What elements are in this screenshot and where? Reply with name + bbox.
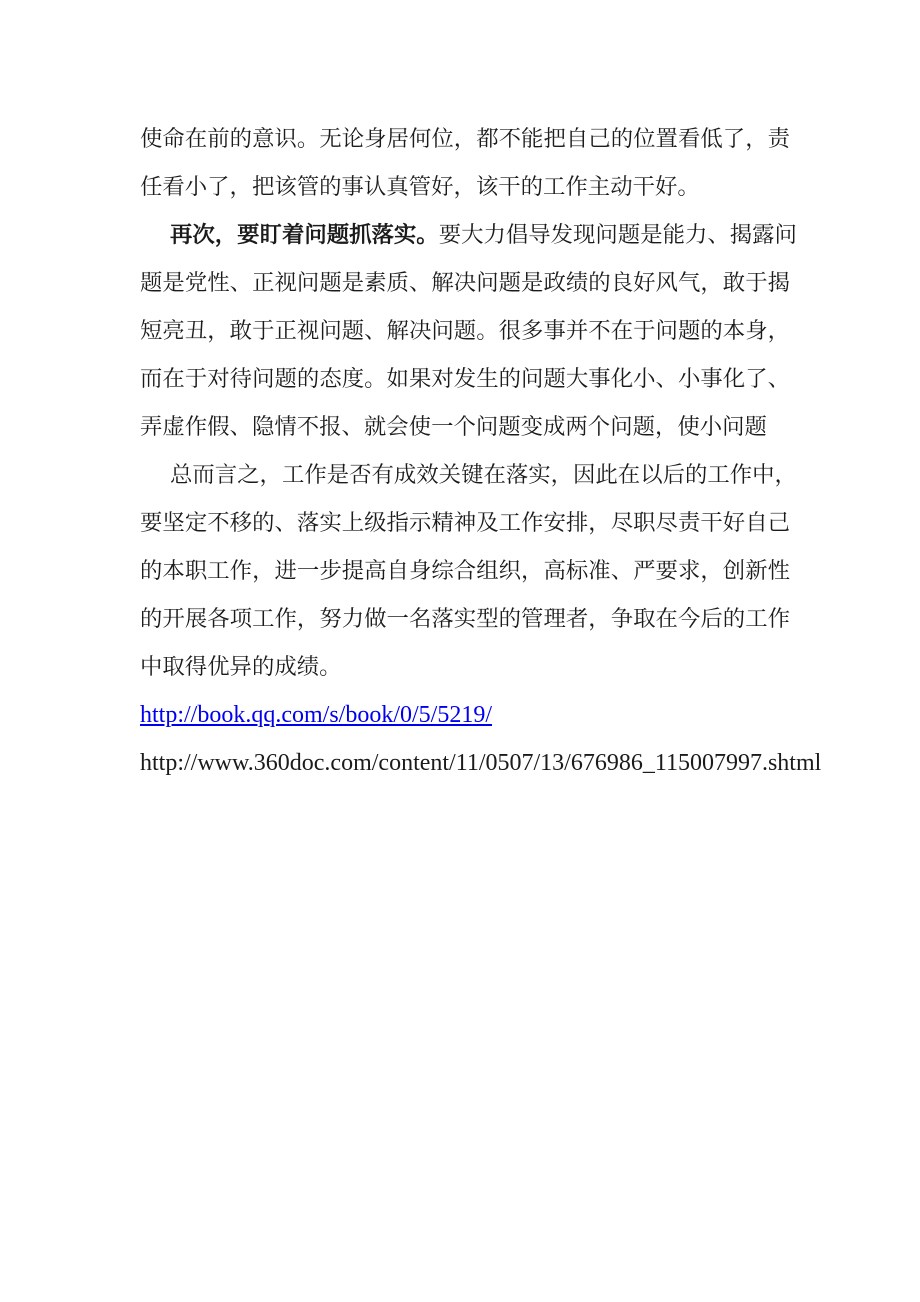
text-line <box>140 259 790 307</box>
text-run: 使命在前的意识。无论身居何位，都不能把自己的位置看低了，责 <box>140 126 790 151</box>
text-run: 要坚定不移的、落实上级指示精神及工作安排，尽职尽责干好自己 <box>140 510 790 535</box>
plain-url-line <box>140 739 822 787</box>
text-run: 而在于对待问题的态度。如果对发生的问题大事化小、小事化了、 <box>140 366 790 391</box>
document-text-block <box>140 115 822 787</box>
text-line <box>140 355 790 403</box>
text-line <box>140 595 790 643</box>
text-run: 短亮丑，敢于正视问题、解决问题。很多事并不在于问题的本身， <box>140 318 790 343</box>
text-line <box>140 115 790 163</box>
plain-url-text: http://www.360doc.com/content/11/0507/13/676986_115007997.shtml <box>140 750 822 776</box>
book-qq-hyperlink[interactable]: http://book.qq.com/s/book/0/5/5219/ <box>140 702 493 728</box>
text-run: 题是党性、正视问题是素质、解决问题是政绩的良好风气，敢于揭 <box>140 270 790 295</box>
text-line <box>140 547 790 595</box>
hyperlink-line <box>140 691 790 739</box>
text-line <box>140 451 797 499</box>
text-line <box>140 163 790 211</box>
text-run: 的开展各项工作，努力做一名落实型的管理者，争取在今后的工作 <box>140 606 790 631</box>
bold-text-run: 再次，要盯着问题抓落实。 <box>170 222 439 247</box>
text-line <box>140 643 790 691</box>
text-run: 弄虚作假、隐情不报、就会使一个问题变成两个问题，使小问题 <box>140 414 767 439</box>
document-body <box>140 115 797 691</box>
text-line <box>140 307 790 355</box>
text-run: 的本职工作，进一步提高自身综合组织，高标准、严要求，创新性 <box>140 558 790 583</box>
paragraph-continuation <box>140 115 790 211</box>
text-run: 总而言之，工作是否有成效关键在落实，因此在以后的工作中， <box>170 462 797 487</box>
text-line <box>140 403 790 451</box>
text-run: 任看小了，把该管的事认真管好，该干的工作主动干好。 <box>140 174 700 199</box>
text-run: 中取得优异的成绩。 <box>140 654 342 679</box>
paragraph-zaici <box>140 211 797 451</box>
text-line <box>140 211 797 259</box>
text-run: 要大力倡导发现问题是能力、揭露问 <box>438 222 797 247</box>
text-line <box>140 499 790 547</box>
paragraph-summary <box>140 451 797 691</box>
